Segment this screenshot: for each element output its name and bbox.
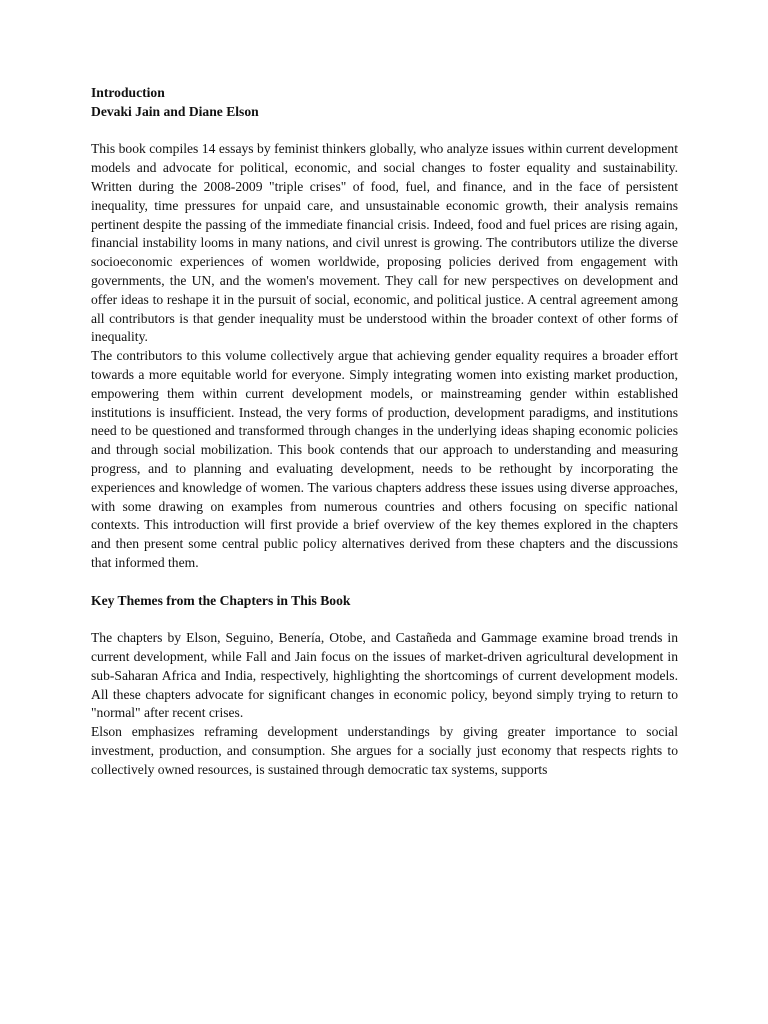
document-title: Introduction	[91, 85, 165, 100]
spacer	[91, 610, 678, 629]
section-paragraph-1: The chapters by Elson, Seguino, Benería, Otobe, and Castañeda and Gammage examine broad trends in current development, while Fall and Jain focus on the issues of market-driven agricultural development in sub-Saharan Africa and India, respectively, highlighting the shortcomings of current development models. All these chapters advocate for significant changes in economic policy, beyond simply trying to return to "normal" after recent crises.	[91, 630, 678, 721]
section-heading: Key Themes from the Chapters in This Book	[91, 592, 351, 608]
document-authors: Devaki Jain and Diane Elson	[91, 103, 259, 119]
spacer	[91, 573, 678, 592]
intro-paragraph-1: This book compiles 14 essays by feminist thinkers globally, who analyze issues within current development models and advocate for political, economic, and social changes to foster equality and sustainability. Written during the 2008-2009 "triple crises" of food, fuel, and finance, and in the face of persistent inequality, time pressures for unpaid care, and unsustainable economic growth, their analysis remains pertinent despite the passing of the immediate financial crisis. Indeed, food and fuel prices are rising again, financial instability looms in many nations, and civil unrest is growing. The contributors utilize the diverse socioeconomic experiences of women worldwide, proposing policies derived from engagement with governments, the UN, and the women's movement. They call for new perspectives on development and offer ideas to reshape it in the pursuit of social, economic, and political justice. A central agreement among all contributors is that gender inequality must be understood within the broader context of other forms of inequality.	[91, 141, 678, 345]
intro-paragraph-2: The contributors to this volume collectively argue that achieving gender equality requires a broader effort towards a more equitable world for everyone. Simply integrating women into existing market production, empowering them within current development models, or mainstreaming gender within established institutions is insufficient. Instead, the very forms of production, development paradigms, and institutions need to be questioned and transformed through changes in the underlying ideas shaping economic policies and through social mobilization. This book contends that our approach to understanding and measuring progress, and to planning and evaluating development, needs to be rethought by incorporating the experiences and knowledge of women. The various chapters address these issues using diverse approaches, with some drawing on examples from numerous countries and others focusing on specific national contexts. This introduction will first provide a brief overview of the key themes explored in the chapters and then present some central public policy alternatives derived from these chapters and the discussions that informed them.	[91, 348, 678, 570]
section-paragraph-2: Elson emphasizes reframing development understandings by giving greater importance to social investment, production, and consumption. She argues for a socially just economy that respects rights to collectively owned resources, is sustained through democratic tax systems, supports	[91, 724, 678, 777]
document-page	[91, 84, 678, 779]
spacer	[91, 122, 678, 141]
